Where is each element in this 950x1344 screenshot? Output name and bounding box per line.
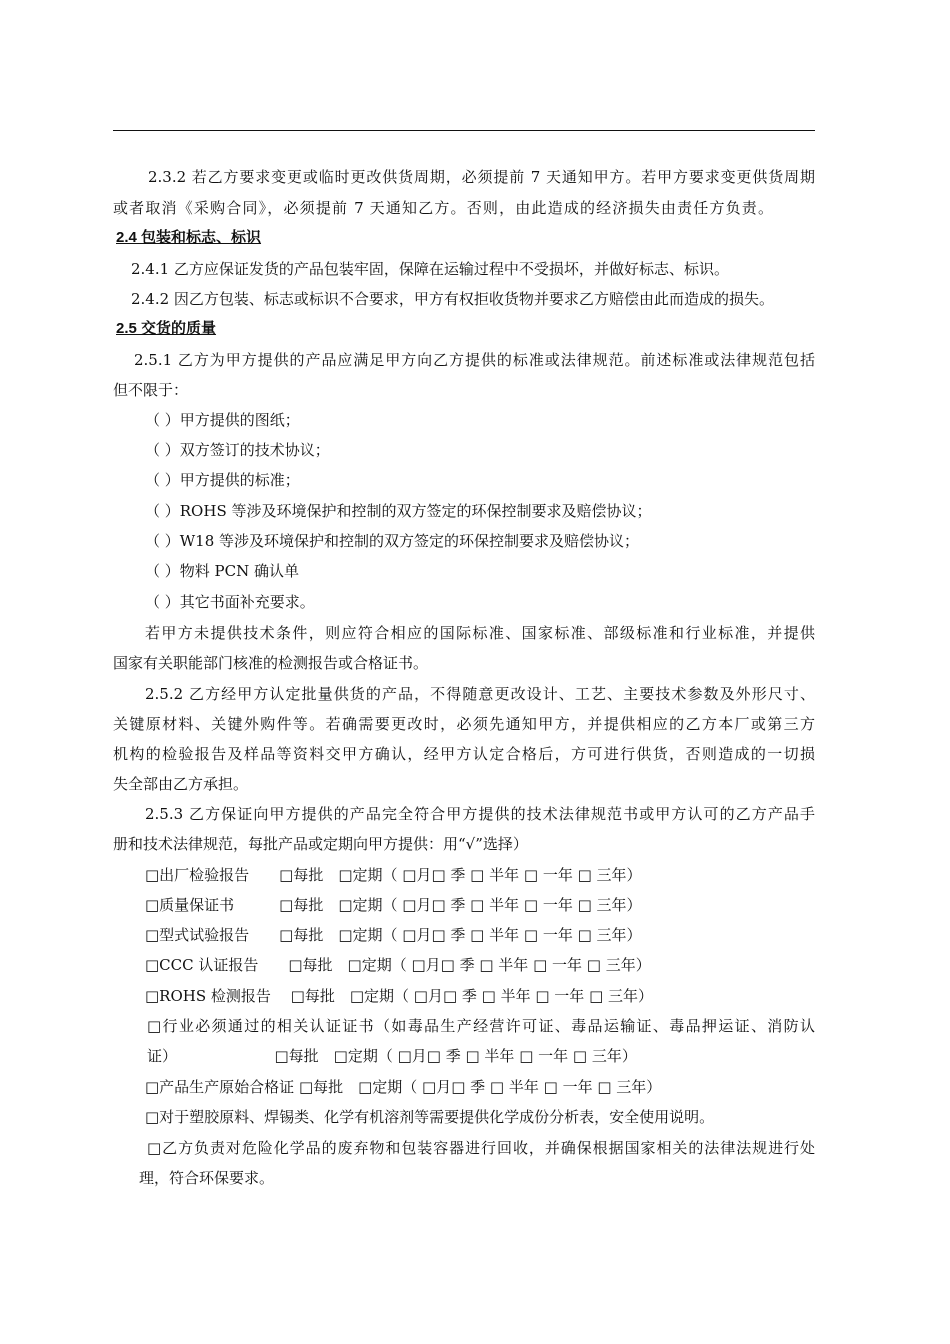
list-item: （ ）W18 等涉及环境保护和控制的双方签定的环保控制要求及赔偿协议； <box>145 532 640 550</box>
paragraph-line: 2.5.2 乙方经甲方认定批量供货的产品，不得随意更改设计、工艺、主要技术参数及外形尺寸、 <box>145 685 815 703</box>
paragraph-line: 但不限于： <box>113 381 189 399</box>
paragraph-line: 2.4.2 因乙方包装、标志或标识不合要求，甲方有权拒收货物并要求乙方赔偿由此而造成的损失。 <box>131 290 774 308</box>
checkbox-row: □乙方负责对危险化学品的废弃物和包装容器进行回收，并确保根据国家相关的法律法规进行处 <box>147 1139 815 1157</box>
checkbox-row: 证） □每批 □定期（ □月□ 季 □ 半年 □ 一年 □ 三年） <box>147 1047 637 1065</box>
paragraph-line: 关键原材料、关键外购件等。若确需要更改时，必须先通知甲方，并提供相应的乙方本厂或第三方 <box>113 715 815 733</box>
list-item: （ ）其它书面补充要求。 <box>145 593 315 611</box>
checkbox-row: □出厂检验报告 □每批 □定期（ □月□ 季 □ 半年 □ 一年 □ 三年） <box>145 866 642 884</box>
checkbox-row: □产品生产原始合格证 □每批 □定期（ □月□ 季 □ 半年 □ 一年 □ 三年） <box>145 1078 662 1096</box>
paragraph-line: 2.5.1 乙方为甲方提供的产品应满足甲方向乙方提供的标准或法律规范。前述标准或法律规范包括 <box>134 351 815 369</box>
checkbox-row: □质量保证书 □每批 □定期（ □月□ 季 □ 半年 □ 一年 □ 三年） <box>145 896 642 914</box>
paragraph-line: 机构的检验报告及样品等资料交甲方确认，经甲方认定合格后，方可进行供货，否则造成的一切损 <box>113 745 815 763</box>
checkbox-row: □对于塑胶原料、焊锡类、化学有机溶剂等需要提供化学成份分析表，安全使用说明。 <box>145 1108 715 1126</box>
paragraph-line: 或者取消《采购合同》，必须提前 7 天通知乙方。否则，由此造成的经济损失由责任方负责。 <box>113 199 773 217</box>
paragraph-line: 2.5.3 乙方保证向甲方提供的产品完全符合甲方提供的技术法律规范书或甲方认可的乙方产品手 <box>145 805 815 823</box>
paragraph-line: 若甲方未提供技术条件，则应符合相应的国际标准、国家标准、部级标准和行业标准，并提供 <box>145 624 815 642</box>
list-item: （ ）甲方提供的图纸； <box>145 411 300 429</box>
paragraph-line: 2.3.2 若乙方要求变更或临时更改供货周期，必须提前 7 天通知甲方。若甲方要求变更供货周期 <box>148 168 815 186</box>
checkbox-row: □型式试验报告 □每批 □定期（ □月□ 季 □ 半年 □ 一年 □ 三年） <box>145 926 642 944</box>
paragraph-line: 2.4.1 乙方应保证发货的产品包装牢固，保障在运输过程中不受损坏，并做好标志、标识。 <box>131 260 729 278</box>
list-item: （ ）ROHS 等涉及环境保护和控制的双方签定的环保控制要求及赔偿协议； <box>145 502 652 520</box>
section-heading-2-4: 2.4 包装和标志、标识 <box>116 229 262 246</box>
list-item: （ ）双方签订的技术协议； <box>145 441 330 459</box>
section-heading-2-5: 2.5 交货的质量 <box>116 320 217 337</box>
header-rule <box>113 130 815 131</box>
checkbox-row: □行业必须通过的相关认证证书（如毒品生产经营许可证、毒品运输证、毒品押运证、消防认 <box>147 1017 815 1035</box>
paragraph-line: 失全部由乙方承担。 <box>113 775 249 793</box>
checkbox-row: 理，符合环保要求。 <box>139 1169 275 1187</box>
checkbox-row: □CCC 认证报告 □每批 □定期（ □月□ 季 □ 半年 □ 一年 □ 三年） <box>145 956 651 974</box>
paragraph-line: 国家有关职能部门核准的检测报告或合格证书。 <box>113 654 429 672</box>
list-item: （ ）物料 PCN 确认单 <box>145 562 299 580</box>
checkbox-row: □ROHS 检测报告 □每批 □定期（ □月□ 季 □ 半年 □ 一年 □ 三年） <box>145 987 654 1005</box>
paragraph-line: 册和技术法律规范，每批产品或定期向甲方提供：用“√”选择） <box>113 835 528 853</box>
list-item: （ ）甲方提供的标准； <box>145 471 300 489</box>
